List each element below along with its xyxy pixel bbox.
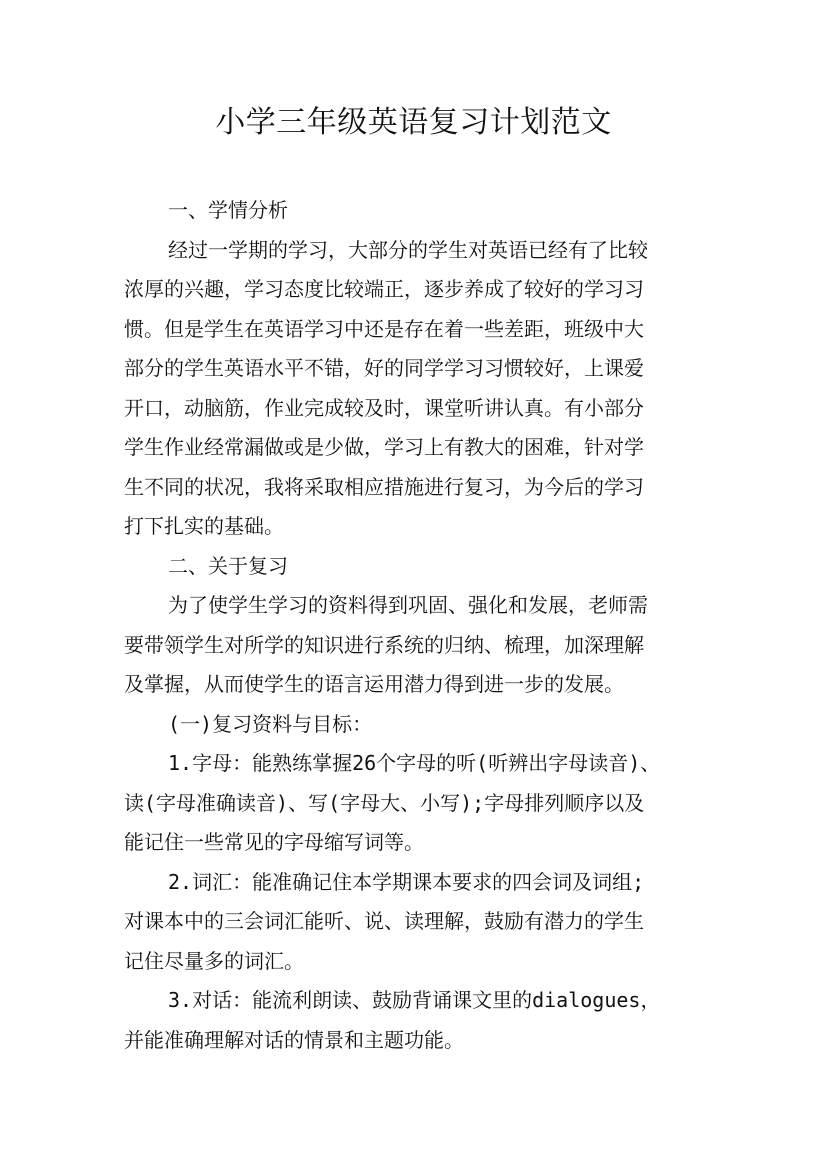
text-line: 经过一学期的学习，大部分的学生对英语已经有了比较 bbox=[168, 237, 648, 262]
text-line: 能记住一些常见的字母缩写词等。 bbox=[124, 830, 424, 854]
text-line: 惯。但是学生在英语学习中还是存在着一些差距，班级中大 bbox=[124, 316, 644, 341]
text-line: 二、关于复习 bbox=[168, 553, 288, 578]
text-line: 3.对话：能流利朗读、鼓励背诵课文里的dialogues， bbox=[168, 988, 661, 1012]
text-line: 开口，动脑筋，作业完成较及时，课堂听讲认真。有小部分 bbox=[124, 395, 644, 420]
text-line: 部分的学生英语水平不错，好的同学学习习惯较好，上课爱 bbox=[124, 356, 644, 380]
text-line: 记住尽量多的词汇。 bbox=[124, 948, 304, 973]
text-line: 为了使学生学习的资料得到巩固、强化和发展，老师需 bbox=[168, 593, 648, 617]
text-line: 2.词汇：能准确记住本学期课本要求的四会词及词组; bbox=[168, 869, 645, 894]
text-line: 及掌握，从而使学生的语言运用潜力得到进一步的发展。 bbox=[124, 672, 624, 696]
text-line: 对课本中的三会词汇能听、说、读理解，鼓励有潜力的学生 bbox=[124, 909, 644, 933]
text-line: 生不同的状况，我将采取相应措施进行复习，为今后的学习 bbox=[124, 474, 644, 499]
text-line: 读(字母准确读音)、写(字母大、小写);字母排列顺序以及 bbox=[124, 790, 645, 815]
text-line: 学生作业经常漏做或是少做，学习上有教大的困难，针对学 bbox=[124, 435, 644, 459]
text-line: 一、学情分析 bbox=[168, 198, 288, 222]
text-line: (一)复习资料与目标： bbox=[168, 711, 373, 736]
text-line: 并能准确理解对话的情景和主题功能。 bbox=[124, 1027, 464, 1052]
document-body bbox=[124, 191, 710, 1060]
text-line: 1.字母：能熟练掌握26个字母的听(听辨出字母读音)、 bbox=[168, 751, 661, 775]
text-line: 浓厚的兴趣，学习态度比较端正，逐步养成了较好的学习习 bbox=[124, 277, 644, 301]
document-title: 小学三年级英语复习计划范文 bbox=[215, 105, 612, 140]
text-line: 要带领学生对所学的知识进行系统的归纳、梳理，加深理解 bbox=[124, 632, 644, 657]
text-line: 打下扎实的基础。 bbox=[124, 514, 284, 538]
